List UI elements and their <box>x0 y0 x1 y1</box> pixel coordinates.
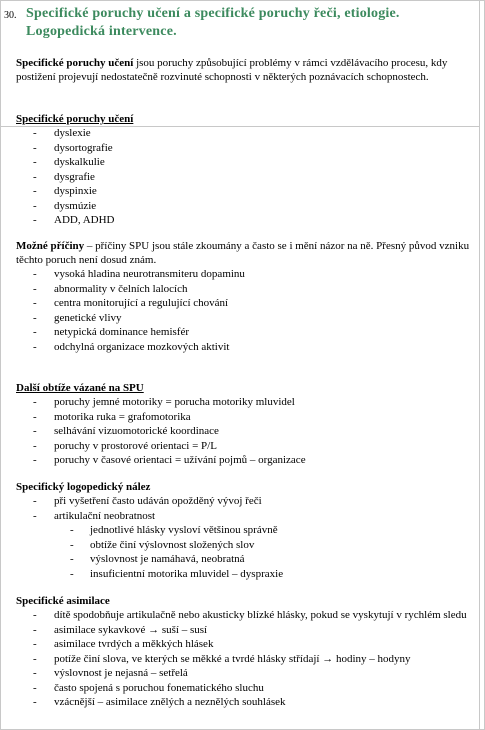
other-heading: Další obtíže vázané na SPU <box>16 382 144 394</box>
list-item: - abnormality v čelních lalocích <box>33 282 188 295</box>
list-item: - centra monitorující a regulující chování <box>33 297 229 309</box>
question-number: 30. <box>4 10 17 21</box>
list-item: - asimilace sykavkové → suší – susí <box>33 623 208 636</box>
list-item: - dyskalkulie <box>33 156 105 168</box>
intro-paragraph <box>16 56 478 84</box>
causes-text: – příčiny SPU jsou stále zkoumány a často se i mění názor na ně. Přesný původ vzniku těchto poruch není dosud znám. <box>16 240 470 266</box>
page-title: Specifické poruchy učení a specifické poruchy řeči, etiologie. Logopedická intervence. <box>26 6 400 39</box>
list-item: - dysortografie <box>33 141 113 154</box>
logo-list <box>0 494 478 581</box>
list-item: - odchylná organizace mozkových aktivit <box>33 340 230 353</box>
list-item: - dysgrafie <box>33 170 95 183</box>
list-item: - poruchy v časové orientaci = užívání pojmů – organizace <box>33 454 306 466</box>
list-item: - artikulační neobratnost <box>33 509 156 522</box>
list-item: - dyspinxie <box>33 185 97 197</box>
list-item: - poruchy v prostorové orientaci = P/L <box>33 439 217 452</box>
list-item: - poruchy jemné motoriky = porucha motoriky mluvidel <box>33 396 295 408</box>
spu-list <box>0 126 478 228</box>
assim-heading: Specifické asimilace <box>16 595 110 607</box>
list-item: - asimilace tvrdých a měkkých hlásek <box>33 638 214 650</box>
causes-term: Možné příčiny <box>16 240 85 252</box>
causes-paragraph <box>16 239 478 267</box>
list-item: - selhávání vizuomotorické koordinace <box>33 425 219 437</box>
sub-list-item: - jednotlivé hlásky vysloví většinou správně <box>70 524 278 536</box>
list-item: - genetické vlivy <box>33 311 122 324</box>
list-item: - při vyšetření často udáván opožděný vývoj řeči <box>33 495 262 507</box>
sub-list-item: - výslovnost je namáhavá, neobratná <box>70 553 245 565</box>
other-list <box>0 395 478 468</box>
list-item: - vysoká hladina neurotransmiteru dopaminu <box>33 268 245 280</box>
list-item: - motorika ruka = grafomotorika <box>33 410 191 423</box>
intro-term: Specifické poruchy učení <box>16 57 134 69</box>
list-item: - dítě spodobňuje artikulačně nebo akusticky blízké hlásky, pokud se vyskytují v rychlém sledu <box>33 609 467 621</box>
list-item: - vzácnější – asimilace znělých a neznělých souhlásek <box>33 696 286 708</box>
list-item: - potíže činí slova, ve kterých se měkké a tvrdé hlásky střídají → hodiny – hodyny <box>33 652 411 665</box>
logo-heading: Specifický logopedický nález <box>16 481 151 493</box>
intro-text: jsou poruchy způsobující problémy v rámci vzdělávacího procesu, kdy postižení projevují nedostatečně rozvinuté schopnosti v některých poznávacích schopnostech. <box>16 57 448 83</box>
assim-list <box>0 608 478 710</box>
list-item: - dyslexie <box>33 127 91 139</box>
list-item: - často spojená s poruchou fonematického sluchu <box>33 681 264 694</box>
list-item: - dysmúzie <box>33 199 97 212</box>
sub-list-item: - obtíže činí výslovnost složených slov <box>70 538 255 551</box>
list-item: - výslovnost je nejasná – setřelá <box>33 667 188 679</box>
causes-list <box>0 267 478 354</box>
table-border <box>479 0 480 730</box>
list-item: - ADD, ADHD <box>33 214 115 226</box>
sub-list-item: - insuficientní motorika mluvidel – dyspraxie <box>70 567 284 580</box>
spu-heading: Specifické poruchy učení <box>16 113 134 125</box>
list-item: - netypická dominance hemisfér <box>33 326 190 338</box>
